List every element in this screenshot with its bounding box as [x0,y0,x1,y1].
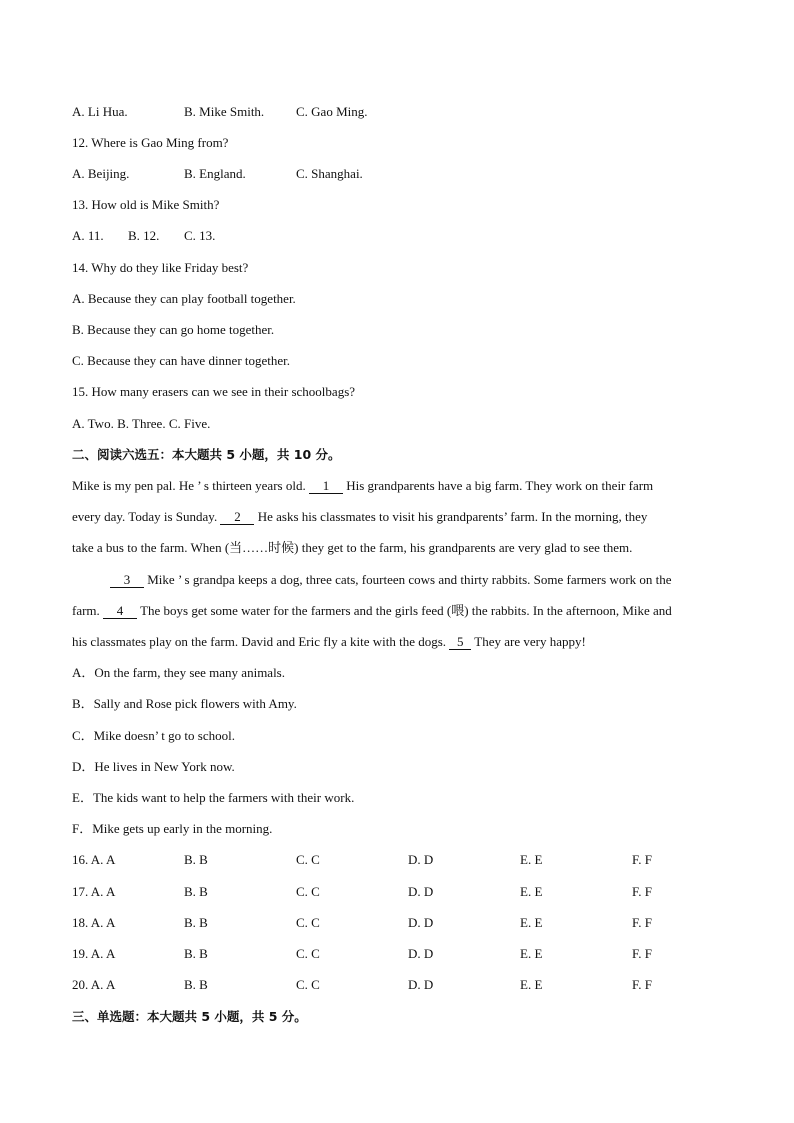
answer-option[interactable]: C. C [296,946,320,961]
answer-row-16 [72,852,732,868]
blank-3: 3 [110,573,144,588]
answer-option[interactable]: C. C [296,852,320,867]
q12-options [72,166,363,182]
q13-stem: 13. How old is Mike Smith? [72,197,220,212]
blank-1: 1 [309,479,343,494]
section-2-heading: 二、阅读六选五：本大题共 5 小题，共 10 分。 [72,447,341,462]
passage-line-6 [72,634,586,650]
q12-stem: 12. Where is Gao Ming from? [72,135,229,150]
choice-b: B．Sally and Rose pick flowers with Amy. [72,696,297,711]
answer-option[interactable]: C. C [296,915,320,930]
answer-option[interactable]: E. E [520,884,543,899]
answer-option[interactable]: 17. A. A [72,884,116,899]
choice-f: F．Mike gets up early in the morning. [72,821,273,836]
answer-row-20 [72,977,732,993]
answer-option[interactable]: B. B [184,852,208,867]
answer-option[interactable]: E. E [520,852,543,867]
q15-stem: 15. How many erasers can we see in their schoolbags? [72,384,356,399]
passage-line-4 [110,572,672,588]
passage-text: his classmates play on the farm. David and Eric fly a kite with the dogs. [72,634,447,649]
q15-options: A. Two. B. Three. C. Five. [72,416,211,431]
passage-line-1 [72,478,653,494]
passage-line-3: take a bus to the farm. When (当……时候) they get to the farm, his grandparents are very glad to see them. [72,540,633,555]
q12-option-b: B. England. [184,166,246,181]
answer-option[interactable]: 16. A. A [72,852,116,867]
q13-options [72,228,215,244]
answer-option[interactable]: 18. A. A [72,915,116,930]
answer-option[interactable]: D. D [408,852,434,867]
answer-option[interactable]: D. D [408,977,434,992]
choice-c: C．Mike doesn’ t go to school. [72,728,235,743]
answer-option[interactable]: D. D [408,915,434,930]
q13-option-b: B. 12. [128,228,160,243]
answer-option[interactable]: F. F [632,852,652,867]
passage-text: Mike ’ s grandpa keeps a dog, three cats, fourteen cows and thirty rabbits. Some farmers work on the [147,572,672,587]
answer-option[interactable]: B. B [184,884,208,899]
answer-option[interactable]: 20. A. A [72,977,116,992]
q12-option-c: C. Shanghai. [296,166,363,181]
answer-option[interactable]: F. F [632,977,652,992]
blank-2: 2 [220,510,254,525]
answer-option[interactable]: E. E [520,977,543,992]
passage-text: The boys get some water for the farmers and the girls feed (喂) the rabbits. In the afternoon, Mike and [140,603,672,618]
q14-option-a: A. Because they can play football together. [72,291,296,306]
answer-option[interactable]: F. F [632,884,652,899]
passage-text: His grandparents have a big farm. They work on their farm [346,478,654,493]
answer-option[interactable]: 19. A. A [72,946,116,961]
answer-option[interactable]: D. D [408,884,434,899]
choice-a: A．On the farm, they see many animals. [72,665,285,680]
q14-option-c: C. Because they can have dinner together. [72,353,291,368]
answer-row-19 [72,946,732,962]
q12-option-a: A. Beijing. [72,166,130,181]
passage-text: Mike is my pen pal. He ’ s thirteen years old. [72,478,306,493]
q14-stem: 14. Why do they like Friday best? [72,260,249,275]
choice-d: D．He lives in New York now. [72,759,235,774]
passage-text: He asks his classmates to visit his grandparents’ farm. In the morning, they [257,509,648,524]
answer-option[interactable]: C. C [296,977,320,992]
q11-options [72,104,368,120]
answer-option[interactable]: C. C [296,884,320,899]
passage-text: They are very happy! [474,634,586,649]
q13-option-a: A. 11. [72,228,104,243]
answer-option[interactable]: F. F [632,946,652,961]
answer-option[interactable]: B. B [184,977,208,992]
q11-option-c: C. Gao Ming. [296,104,368,119]
answer-option[interactable]: D. D [408,946,434,961]
q13-option-c: C. 13. [184,228,216,243]
q11-option-a: A. Li Hua. [72,104,128,119]
choice-e: E．The kids want to help the farmers with their work. [72,790,355,805]
q11-option-b: B. Mike Smith. [184,104,265,119]
answer-option[interactable]: E. E [520,946,543,961]
blank-5: 5 [449,635,471,650]
answer-option[interactable]: F. F [632,915,652,930]
q14-option-b: B. Because they can go home together. [72,322,275,337]
answer-option[interactable]: B. B [184,915,208,930]
answer-row-17 [72,884,732,900]
answer-option[interactable]: E. E [520,915,543,930]
passage-text: farm. [72,603,100,618]
passage-text: every day. Today is Sunday. [72,509,218,524]
passage-line-2 [72,509,647,525]
answer-row-18 [72,915,732,931]
passage-line-5 [72,603,672,619]
section-3-heading: 三、单选题：本大题共 5 小题，共 5 分。 [72,1009,307,1024]
blank-4: 4 [103,604,137,619]
answer-option[interactable]: B. B [184,946,208,961]
